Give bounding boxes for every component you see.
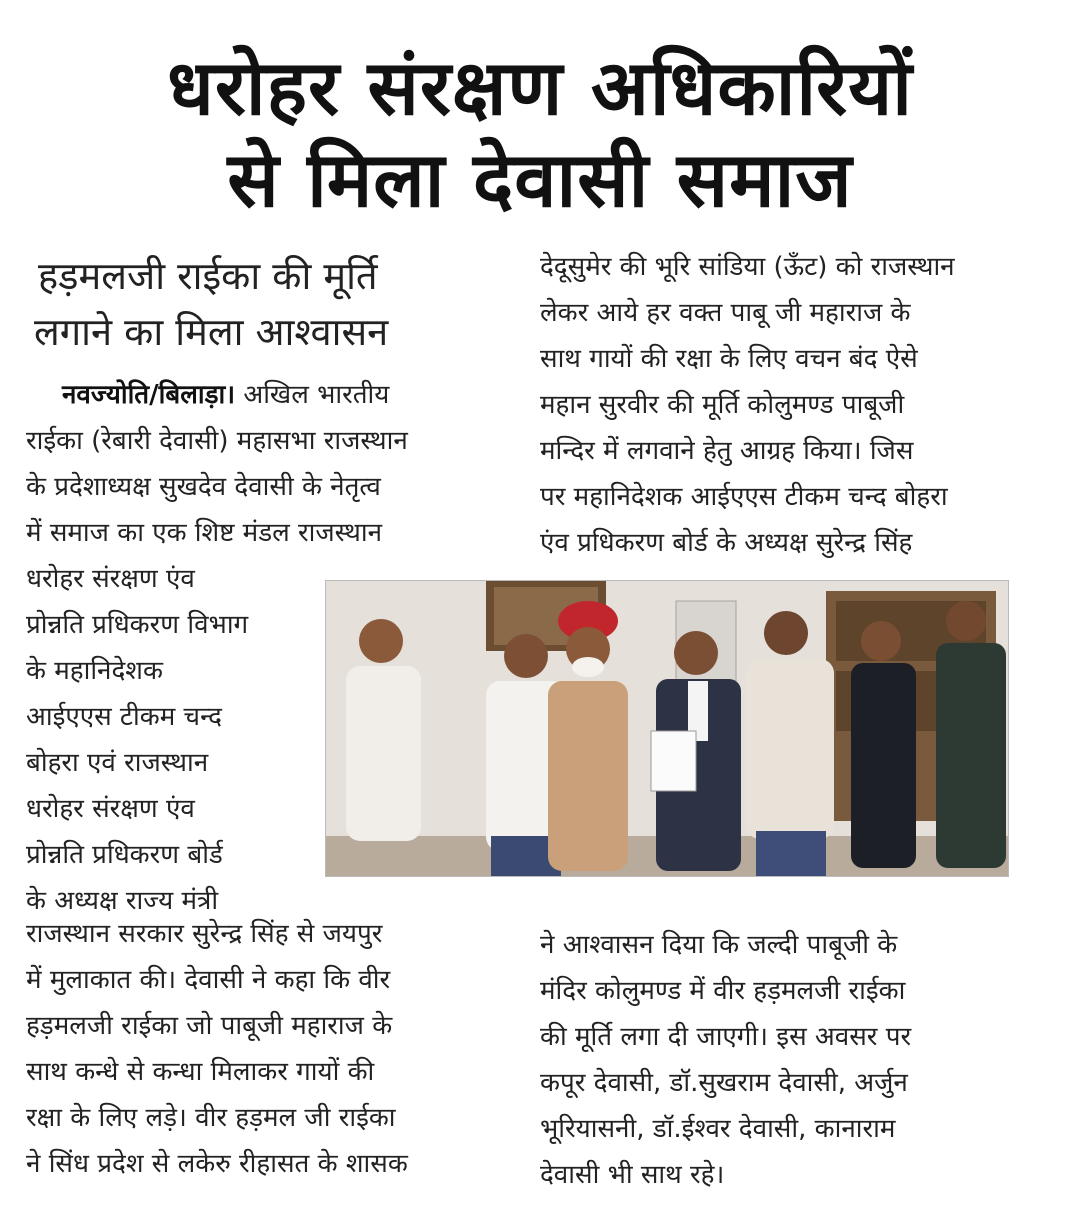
body-line: पर महानिदेशक आईएएस टीकम चन्द बोहरा xyxy=(540,482,948,512)
body-line: लेकर आये हर वक्त पाबू जी महाराज के xyxy=(540,298,911,328)
headline-line-1: धरोहर संरक्षण अधिकारियों xyxy=(167,43,913,132)
body-line: राईका (रेबारी देवासी) महासभा राजस्थान xyxy=(26,426,408,456)
body-line: में समाज का एक शिष्ट मंडल राजस्थान xyxy=(26,518,383,548)
body-line: ने आश्वासन दिया कि जल्दी पाबूजी के xyxy=(540,930,898,960)
subheadline-line-1: हड़मलजी राईका की मूर्ति xyxy=(38,254,378,298)
body-line: देदूसुमेर की भूरि सांडिया (ऊँट) को राजस्थान xyxy=(540,252,955,282)
body-line: के महानिदेशक xyxy=(26,656,163,686)
body-line: अखिल भारतीय xyxy=(243,380,390,410)
body-line: रक्षा के लिए लड़े। वीर हड़मल जी राईका xyxy=(26,1103,396,1133)
body-line: कपूर देवासी, डॉ.सुखराम देवासी, अर्जुन xyxy=(540,1068,908,1098)
body-line: एंव प्रधिकरण बोर्ड के अध्यक्ष सुरेन्द्र सिंह xyxy=(540,528,913,558)
body-line: बोहरा एवं राजस्थान xyxy=(26,748,209,778)
body-line: भूरियासनी, डॉ.ईश्वर देवासी, कानाराम xyxy=(540,1114,896,1144)
body-line: प्रोन्नति प्रधिकरण विभाग xyxy=(26,610,249,640)
body-line: हड़मलजी राईका जो पाबूजी महाराज के xyxy=(26,1011,393,1041)
body-line: की मूर्ति लगा दी जाएगी। इस अवसर पर xyxy=(540,1022,912,1052)
subheadline-line-2: लगाने का मिला आश्वासन xyxy=(34,310,389,354)
body-line: धरोहर संरक्षण एंव xyxy=(26,794,195,824)
body-line: साथ गायों की रक्षा के लिए वचन बंद ऐसे xyxy=(540,344,918,374)
body-line: के प्रदेशाध्यक्ष सुखदेव देवासी के नेतृत्व xyxy=(26,472,381,502)
body-line: के अध्यक्ष राज्य मंत्री xyxy=(26,886,219,916)
body-line: साथ कन्धे से कन्धा मिलाकर गायों की xyxy=(26,1057,375,1087)
body-line: में मुलाकात की। देवासी ने कहा कि वीर xyxy=(26,965,391,995)
byline: नवज्योति/बिलाड़ा। xyxy=(62,380,236,410)
body-line: मंदिर कोलुमण्ड में वीर हड़मलजी राईका xyxy=(540,976,906,1006)
body-line: ने सिंध प्रदेश से लकेरु रीहासत के शासक xyxy=(26,1149,408,1179)
body-line: राजस्थान सरकार सुरेन्द्र सिंह से जयपुर xyxy=(26,919,383,949)
body-line: प्रोन्नति प्रधिकरण बोर्ड xyxy=(26,840,223,870)
body-line: आईएएस टीकम चन्द xyxy=(26,702,222,732)
body-line: धरोहर संरक्षण एंव xyxy=(26,564,195,594)
byline-line xyxy=(62,378,389,412)
body-line: महान सुरवीर की मूर्ति कोलुमण्ड पाबूजी xyxy=(540,390,905,420)
news-photo xyxy=(325,580,1009,877)
body-line: मन्दिर में लगवाने हेतु आग्रह किया। जिस xyxy=(540,436,914,466)
group-photo-icon xyxy=(326,581,1008,876)
body-line: देवासी भी साथ रहे। xyxy=(540,1160,725,1190)
headline-line-2: से मिला देवासी समाज xyxy=(227,135,853,224)
